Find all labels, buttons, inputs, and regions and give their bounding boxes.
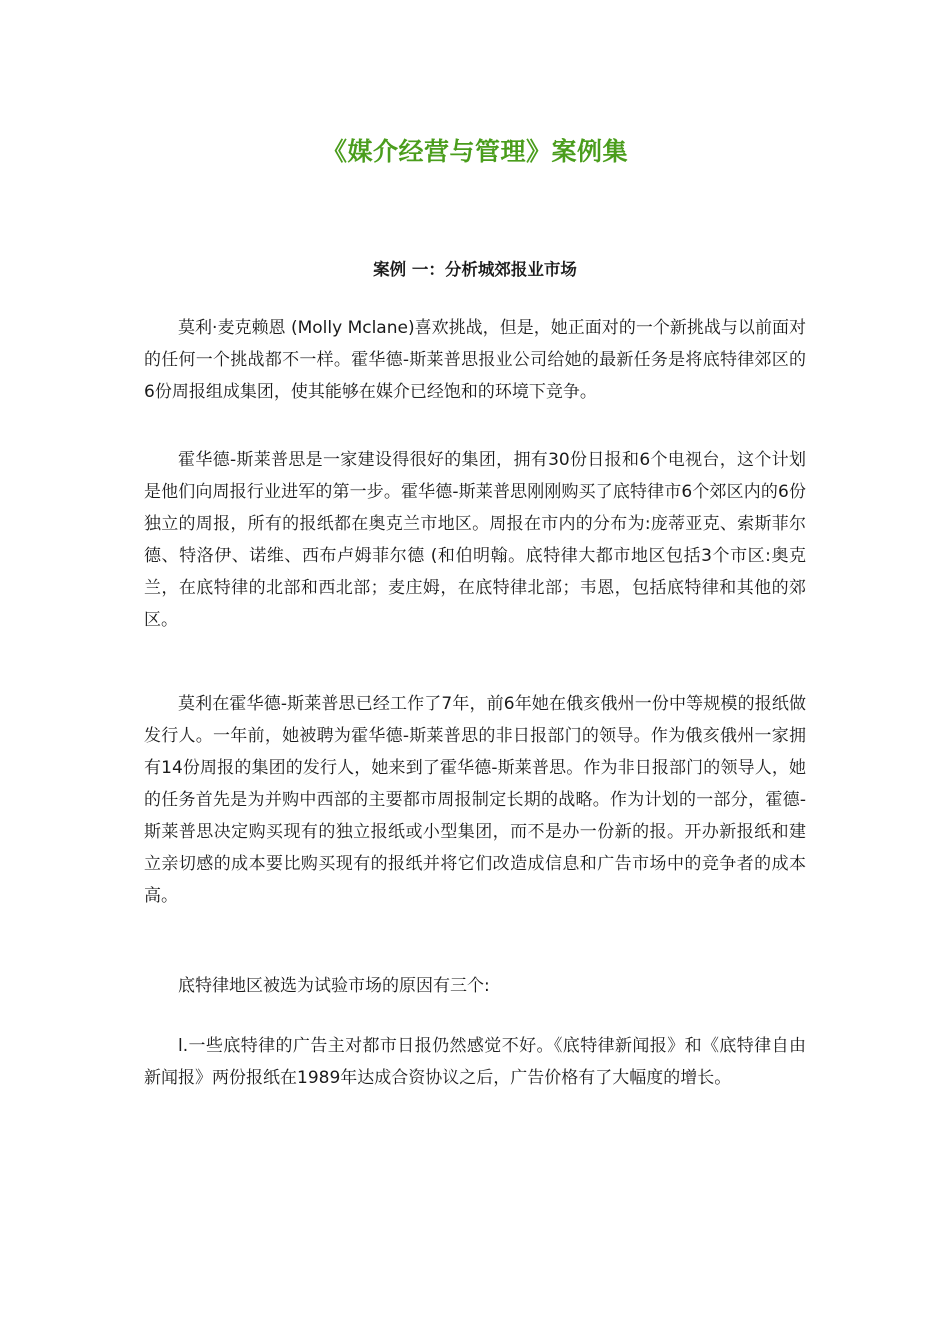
document-title: 《媒介经营与管理》案例集 (321, 137, 628, 166)
paragraph-1: 莫利·麦克赖恩 (Molly Mclane)喜欢挑战，但是，她正面对的一个新挑战与以前面对的任何一个挑战都不一样。霍华德-斯莱普思报业公司给她的最新任务是将底特律郊区的6份周报组成集团，使其能够在媒介已经饱和的环境下竞争。 (144, 318, 806, 402)
paragraph-4: 底特律地区被选为试验市场的原因有三个: (178, 976, 490, 996)
paragraph-3: 莫利在霍华德-斯莱普思已经工作了7年，前6年她在俄亥俄州一份中等规模的报纸做发行人。一年前，她被聘为霍华德-斯莱普思的非日报部门的领导。作为俄亥俄州一家拥有14份周报的集团的发行人，她来到了霍华德-斯莱普思。作为非日报部门的领导人，她的任务首先是为并购中西部的主要都市周报制定长期的战略。作为计划的一部分，霍德-斯莱普思决定购买现有的独立报纸或小型集团，而不是办一份新的报。开办新报纸和建立亲切感的成本要比购买现有的报纸并将它们改造成信息和广告市场中的竞争者的成本高。 (144, 694, 806, 906)
case-heading: 案例 一：分析城郊报业市场 (373, 260, 577, 279)
paragraph-2: 霍华德-斯莱普思是一家建设得很好的集团，拥有30份日报和6个电视台，这个计划是他们向周报行业进军的第一步。霍华德-斯莱普思刚刚购买了底特律市6个郊区内的6份独立的周报，所有的报纸都在奥克兰市地区。周报在市内的分布为:庞蒂亚克、索斯菲尔德、特洛伊、诺维、西布卢姆菲尔德 (和伯明翰。底特律大都市地区包括3个市区:奥克兰，在底特律的北部和西北部；麦庄姆，在底特律北部；韦恩，包括底特律和其他的郊区。 (144, 450, 806, 630)
paragraph-5: l.一些底特律的广告主对都市日报仍然感觉不好。《底特律新闻报》和《底特律自由新闻报》两份报纸在1989年达成合资协议之后，广告价格有了大幅度的增长。 (144, 1036, 806, 1088)
